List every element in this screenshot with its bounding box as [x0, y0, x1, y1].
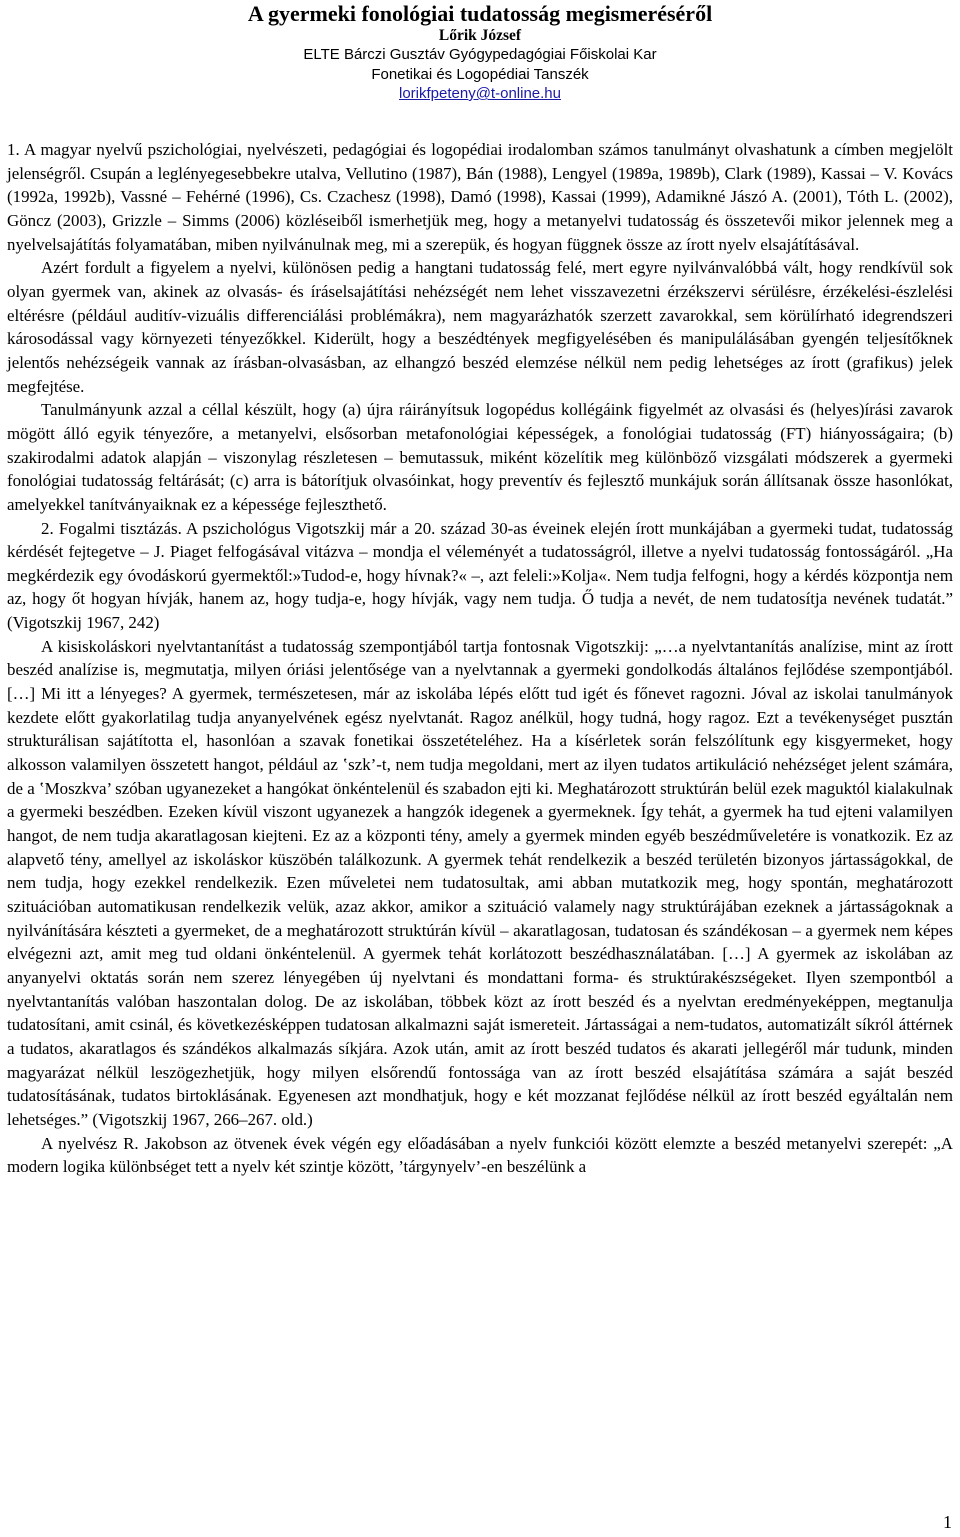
body-text [7, 138, 953, 1179]
paragraph-3: Tanulmányunk azzal a céllal készült, hogy (a) újra ráirányítsuk logopédus kollégáink figyelmét az olvasási és (helyes)írási zavarok mögött álló egyik tényezőre, a metanyelvi, elsősorban metafonológiai képességek, a fonológiai tudatosság (FT) hiányosságaira; (b) szakirodalmi adatok alapján – viszonylag részletesen – bemutassuk, miként közelítik meg különböző vizsgálati módszerek a gyermeki fonológiai tudatosság feltárását; (c) arra is bátorítjuk olvasóinkat, hogy preventív és fejlesztő munkájuk során állítsanak össze hasonlókat, amelyekkel tanítványaiknak ez a képessége fejleszthető. [7, 400, 953, 514]
affiliation-line-1: ELTE Bárczi Gusztáv Gyógypedagógiai Főiskolai Kar [303, 46, 657, 63]
page-number: 1 [943, 1512, 952, 1532]
paragraph-2: Azért fordult a figyelem a nyelvi, különösen pedig a hangtani tudatosság felé, mert egyre nyilvánvalóbbá vált, hogy rendkívül sok olyan gyermek van, akinek az olvasás- és íráselsajátítási nehézségét nem lehet visszavezetni érzékszervi sérülésre, érzékelési-észlelési eltérésre (például auditív-vizuális differenciálási problémákra), nem magyarázhatók szerzett zavarokkal, sem körülírható idegrendszeri károsodással vagy környezeti tényezőkkel. Kiderült, hogy a beszédtények megfigyelésében és manipulálásában gyengén teljesítőknek jelentős nehézségeik vannak az írásban-olvasásban, az elhangzó beszéd elemzése nélkül nem pedig lehetséges az írott (grafikus) jelek megfejtése. [7, 258, 953, 396]
affiliation-line-2: Fonetikai és Logopédiai Tanszék [371, 65, 589, 83]
paragraph-5: A kisiskoláskori nyelvtantanítást a tudatosság szempontjából tartja fontosnak Vigotszkij: „…a nyelvtantanítás analízise, mint az írott beszéd analízise is, megmutatja, milyen óriási jelentősége van a nyelvtannak a gyermeki gondolkodás általános fejlődése szempontjából. […] Mi itt a lényeges? A gyermek, természetesen, már az iskolába lépés előtt tud igét és főnevet ragozni. Jóval az iskolai tanulmányok kezdete előtt gyakorlatilag tudja anyanyelvének egész nyelvtanát. Ragoz anélkül, hogy tudná, hogy ragoz. Ezt a tevékenységet pusztán strukturálisan sajátította el, hasonlóan a szavak fonetikai összetételéhez. Ha a kísérletek során felszólítunk egy kisgyermeket, hogy alkosson valamilyen összetett hangot, például az ʽszk’-t, nem tudja megoldani, mert az ilyen tudatos artikuláció nehézséget jelent számára, de a ʽMoszkva’ szóban ugyanezeket a hangókat önkéntelenül és szabadon ejti ki. Meghatározott struktúrán belül ezek maguktól kialakulnak a gyermeki beszédben. Ezeken kívül viszont ugyanezek a hangzók idegenek a gyermeknek. Így tehát, a gyermek ha tud ejteni valamilyen hangot, de nem tudja akaratlagosan kiejteni. Ez az a központi tény, amely a gyermek minden egyéb beszédműveletére is vonatkozik. Ez az alapvető tény, amellyel az iskoláskor küszöbén találkozunk. A gyermek tehát rendelkezik a beszéd területén bizonyos jártasságokkal, de nem tudja, hogy ezekkel rendelkezik. Ezen műveletei nem tudatosultak, ami abban mutatkozik meg, hogy spontán, meghatározott szituációban automatikusan rendelkezik velük, azaz akkor, amikor a szituáció valamely nagy struktúrájában ezeknek a jártasságoknak a nyilvánítására készteti a gyermeket, de a meghatározott struktúrán kívül – akaratlagosan, tudatosan és szándékosan – a gyermek nem képes elvégezni azt, amit meg tud oldani önkéntelenül. A gyermek tehát korlátozott beszédhasználatában. […] A gyermek az iskolában az anyanyelvi oktatás során nem szerez lényegében új nyelvtani és mondattani forma- és struktúrakészségeket. Ilyen szempontból a nyelvtantanítás valóban haszontalan dolog. De az iskolában, többek közt az írott beszéd és a nyelvtan eredményeképpen, megtanulja tudatosítani, amit csinál, és következésképpen tudatosan alkalmazni saját ismereteit. Jártasságai a nem-tudatos, automatizált síkról áttérnek a tudatos, akaratlagos és szándékos alkalmazás síkjára. Azok után, amit az írott beszéd tudatos és akarati jellegéről már tudunk, minden magyarázat nélkül leszögezhetjük, hogy milyen elsőrendű fontossága van az írott beszéd elsajátítása számára a saját beszéd tudatosításának, tudatos birtoklásának. Egyenesen azt mondhatjuk, hogy e két mozzanat fejlődése nélkül az írott beszéd egyáltalán nem lehetséges.” (Vigotszkij 1967, 266–267. old.) [7, 636, 953, 1129]
paragraph-4: 2. Fogalmi tisztázás. A pszichológus Vigotszkij már a 20. század 30-as éveinek elején írott munkájában a gyermeki tudat, tudatosság kérdését fejtegetve – J. Piaget felfogásával vitázva – mondja el véleményét a tudatosságról, illetve a nyelvi tudatosság fontosságáról. „Ha megkérdezik egy óvodáskorú gyermektől:»Tudod-e, hogy hívnak?« –, azt feleli:»Kolja«. Nem tudja felfogni, hogy a kérdés központja nem az, hogy őt hogyan hívják, hanem az, hogy tudja-e, hogy hívják, vagy nem tudja. Ő tudja a nevét, de nem tudatosítja nevének tudatát.” (Vigotszkij 1967, 242) [7, 518, 953, 633]
paragraph-6: A nyelvész R. Jakobson az ötvenek évek végén egy előadásában a nyelv funkciói között elemzte a beszéd metanyelvi szerepét: „A modern logika különbséget tett a nyelv két szintje között, ’tárgynyelv’-en beszélünk a [7, 1133, 953, 1177]
author-name: Lőrik József [438, 27, 522, 44]
paragraph-1: 1. A magyar nyelvű pszichológiai, nyelvészeti, pedagógiai és logopédiai irodalomban számos tanulmányt olvashatunk a címben megjelölt jelenségről. Csupán a leglényegesebbekre utalva, Vellutino (1987), Bán (1988), Lengyel (1989a, 1989b), Clark (1989), Kassai – V. Kovács (1992a, 1992b), Vassné – Fehérné (1996), Cs. Czachesz (1998), Damó (1998), Kassai (1999), Adamikné Jászó A. (2001), Tóth L. (2002), Göncz (2003), Grizzle – Simms (2006) közléseiből ismerhetjük meg, hogy a metanyelvi tudatosság és összetevői mikor jelennek meg a nyelvelsajátítás folyamatában, miben nyilvánulnak meg, mi a szerepük, és hogyan függnek össze az írott nyelv elsajátításával. [7, 140, 953, 254]
email-link[interactable]: lorikfpeteny@t-online.hu [399, 85, 561, 102]
page-title: A gyermeki fonológiai tudatosság megismeréséről [247, 1, 713, 26]
